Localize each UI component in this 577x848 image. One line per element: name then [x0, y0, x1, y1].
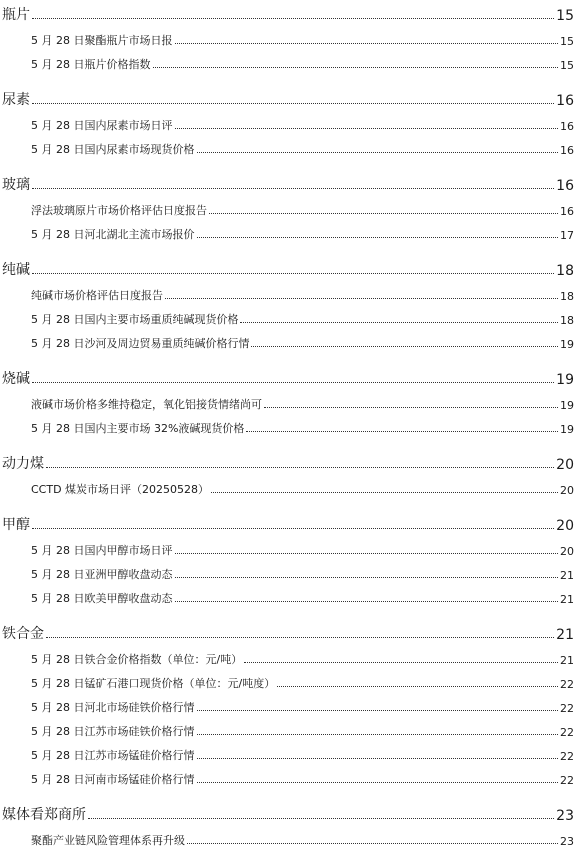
- toc-entry[interactable]: [0, 303, 577, 327]
- dot-leader: [251, 346, 558, 347]
- toc-heading-page: 20: [556, 518, 574, 534]
- section-gap: [0, 436, 577, 449]
- dot-leader: [197, 710, 559, 711]
- toc-entry-title: 5 月 28 日铁合金价格指数（单位：元/吨）: [31, 653, 243, 666]
- dot-leader: [209, 213, 558, 214]
- toc-entry[interactable]: [0, 534, 577, 558]
- toc-entry[interactable]: [0, 824, 577, 848]
- toc-entry-page: 20: [560, 545, 574, 558]
- dot-leader: [246, 431, 558, 432]
- dot-leader: [165, 298, 558, 299]
- toc-heading[interactable]: [0, 364, 577, 388]
- dot-leader: [197, 734, 559, 735]
- toc-entry[interactable]: [0, 412, 577, 436]
- toc-entry-page: 22: [560, 726, 574, 739]
- toc-entry-page: 23: [560, 835, 574, 848]
- toc-entry[interactable]: [0, 279, 577, 303]
- dot-leader: [175, 577, 559, 578]
- toc-entry-title: 5 月 28 日聚酯瓶片市场日报: [31, 34, 173, 47]
- toc-entry-title: 5 月 28 日国内主要市场 32%液碱现货价格: [31, 422, 245, 435]
- dot-leader: [175, 128, 559, 129]
- toc-entry-page: 18: [560, 314, 574, 327]
- toc-heading-page: 23: [556, 808, 574, 824]
- toc-entry-page: 20: [560, 484, 574, 497]
- toc-heading[interactable]: [0, 510, 577, 534]
- toc-heading[interactable]: [0, 449, 577, 473]
- toc-entry[interactable]: [0, 763, 577, 787]
- toc-section: [0, 497, 577, 606]
- toc-entry-page: 19: [560, 399, 574, 412]
- toc-heading-page: 15: [556, 8, 574, 24]
- dot-leader: [32, 188, 554, 189]
- toc-heading-page: 16: [556, 178, 574, 194]
- toc-entry[interactable]: [0, 473, 577, 497]
- toc-entry[interactable]: [0, 388, 577, 412]
- toc-heading-page: 20: [556, 457, 574, 473]
- dot-leader: [88, 818, 554, 819]
- toc-heading-title: 甲醇: [2, 517, 30, 533]
- toc-heading[interactable]: [0, 85, 577, 109]
- toc-entry-page: 18: [560, 290, 574, 303]
- toc-heading-title: 纯碱: [2, 262, 30, 278]
- toc-entry-title: 5 月 28 日瓶片价格指数: [31, 58, 151, 71]
- toc-heading-title: 媒体看郑商所: [2, 807, 86, 823]
- toc-entry-title: 5 月 28 日锰矿石港口现货价格（单位：元/吨度）: [31, 677, 276, 690]
- toc-entry-title: 聚酯产业链风险管理体系再升级: [31, 834, 185, 847]
- toc-heading[interactable]: [0, 800, 577, 824]
- toc-heading-title: 烧碱: [2, 371, 30, 387]
- toc-heading-title: 动力煤: [2, 456, 44, 472]
- toc-entry-page: 22: [560, 678, 574, 691]
- toc-section: [0, 0, 577, 72]
- toc-heading-page: 19: [556, 372, 574, 388]
- toc-entry[interactable]: [0, 643, 577, 667]
- toc-section: [0, 72, 577, 157]
- toc-entry-title: 5 月 28 日江苏市场硅铁价格行情: [31, 725, 195, 738]
- toc-entry-page: 21: [560, 569, 574, 582]
- dot-leader: [32, 103, 554, 104]
- dot-leader: [244, 662, 558, 663]
- section-gap: [0, 787, 577, 800]
- toc-entry[interactable]: [0, 194, 577, 218]
- toc-entry[interactable]: [0, 667, 577, 691]
- toc-entry-page: 16: [560, 120, 574, 133]
- dot-leader: [187, 843, 558, 844]
- toc-entry[interactable]: [0, 133, 577, 157]
- toc-entry-page: 16: [560, 144, 574, 157]
- toc-heading-title: 铁合金: [2, 626, 44, 642]
- toc-heading[interactable]: [0, 255, 577, 279]
- dot-leader: [264, 407, 558, 408]
- toc-heading-title: 玻璃: [2, 177, 30, 193]
- dot-leader: [175, 553, 559, 554]
- toc-entry-title: 5 月 28 日河南市场锰硅价格行情: [31, 773, 195, 786]
- toc-entry-page: 19: [560, 423, 574, 436]
- toc-entry[interactable]: [0, 715, 577, 739]
- toc-heading[interactable]: [0, 619, 577, 643]
- dot-leader: [175, 43, 559, 44]
- toc-section: [0, 157, 577, 242]
- toc-entry-title: 液碱市场价格多维持稳定，氧化铝接货情绪尚可: [31, 398, 262, 411]
- toc-heading-title: 尿素: [2, 92, 30, 108]
- dot-leader: [197, 152, 559, 153]
- toc-entry-page: 21: [560, 593, 574, 606]
- toc-section: [0, 436, 577, 497]
- toc-heading[interactable]: [0, 170, 577, 194]
- toc-entry-title: 5 月 28 日沙河及周边贸易重质纯碱价格行情: [31, 337, 250, 350]
- dot-leader: [277, 686, 558, 687]
- toc-entry-page: 21: [560, 654, 574, 667]
- toc-entry-page: 15: [560, 59, 574, 72]
- toc-section: [0, 606, 577, 787]
- toc-heading-title: 瓶片: [2, 7, 30, 23]
- toc-entry[interactable]: [0, 48, 577, 72]
- dot-leader: [46, 467, 554, 468]
- section-gap: [0, 242, 577, 255]
- dot-leader: [46, 637, 554, 638]
- toc-entry-page: 17: [560, 229, 574, 242]
- section-gap: [0, 72, 577, 85]
- section-gap: [0, 351, 577, 364]
- section-gap: [0, 157, 577, 170]
- dot-leader: [32, 528, 554, 529]
- toc-entry-page: 19: [560, 338, 574, 351]
- toc-entry-title: 5 月 28 日河北湖北主流市场报价: [31, 228, 195, 241]
- toc-entry[interactable]: [0, 558, 577, 582]
- toc-entry-page: 22: [560, 774, 574, 787]
- toc-entry[interactable]: [0, 582, 577, 606]
- toc-heading[interactable]: [0, 0, 577, 24]
- dot-leader: [197, 758, 559, 759]
- toc-entry-page: 15: [560, 35, 574, 48]
- dot-leader: [153, 67, 559, 68]
- dot-leader: [211, 492, 558, 493]
- dot-leader: [175, 601, 559, 602]
- dot-leader: [197, 782, 559, 783]
- dot-leader: [32, 273, 554, 274]
- toc-entry-page: 16: [560, 205, 574, 218]
- toc-heading-page: 21: [556, 627, 574, 643]
- toc-entry[interactable]: [0, 691, 577, 715]
- toc-entry[interactable]: [0, 24, 577, 48]
- dot-leader: [32, 18, 554, 19]
- toc-entry-title: 5 月 28 日河北市场硅铁价格行情: [31, 701, 195, 714]
- toc-entry-page: 22: [560, 702, 574, 715]
- toc-heading-page: 16: [556, 93, 574, 109]
- toc-section: [0, 351, 577, 436]
- toc-heading-page: 18: [556, 263, 574, 279]
- toc-entry-title: 5 月 28 日国内主要市场重质纯碱现货价格: [31, 313, 239, 326]
- dot-leader: [197, 237, 559, 238]
- toc-entry-title: 纯碱市场价格评估日度报告: [31, 289, 163, 302]
- dot-leader: [240, 322, 558, 323]
- toc-entry-title: 5 月 28 日国内尿素市场现货价格: [31, 143, 195, 156]
- toc-entry-title: 5 月 28 日欧美甲醇收盘动态: [31, 592, 173, 605]
- toc-entry[interactable]: [0, 218, 577, 242]
- toc-entry[interactable]: [0, 327, 577, 351]
- toc-entry-title: CCTD 煤炭市场日评（20250528）: [31, 483, 210, 496]
- toc-entry-title: 5 月 28 日江苏市场锰硅价格行情: [31, 749, 195, 762]
- toc-section: [0, 787, 577, 848]
- toc-section: [0, 242, 577, 351]
- toc-entry-title: 浮法玻璃原片市场价格评估日度报告: [31, 204, 207, 217]
- dot-leader: [32, 382, 554, 383]
- toc-entry-title: 5 月 28 日国内甲醇市场日评: [31, 544, 173, 557]
- toc-entry-title: 5 月 28 日亚洲甲醇收盘动态: [31, 568, 173, 581]
- toc-entry[interactable]: [0, 739, 577, 763]
- section-gap: [0, 606, 577, 619]
- section-gap: [0, 497, 577, 510]
- toc-entry-title: 5 月 28 日国内尿素市场日评: [31, 119, 173, 132]
- toc-entry[interactable]: [0, 109, 577, 133]
- toc-entry-page: 22: [560, 750, 574, 763]
